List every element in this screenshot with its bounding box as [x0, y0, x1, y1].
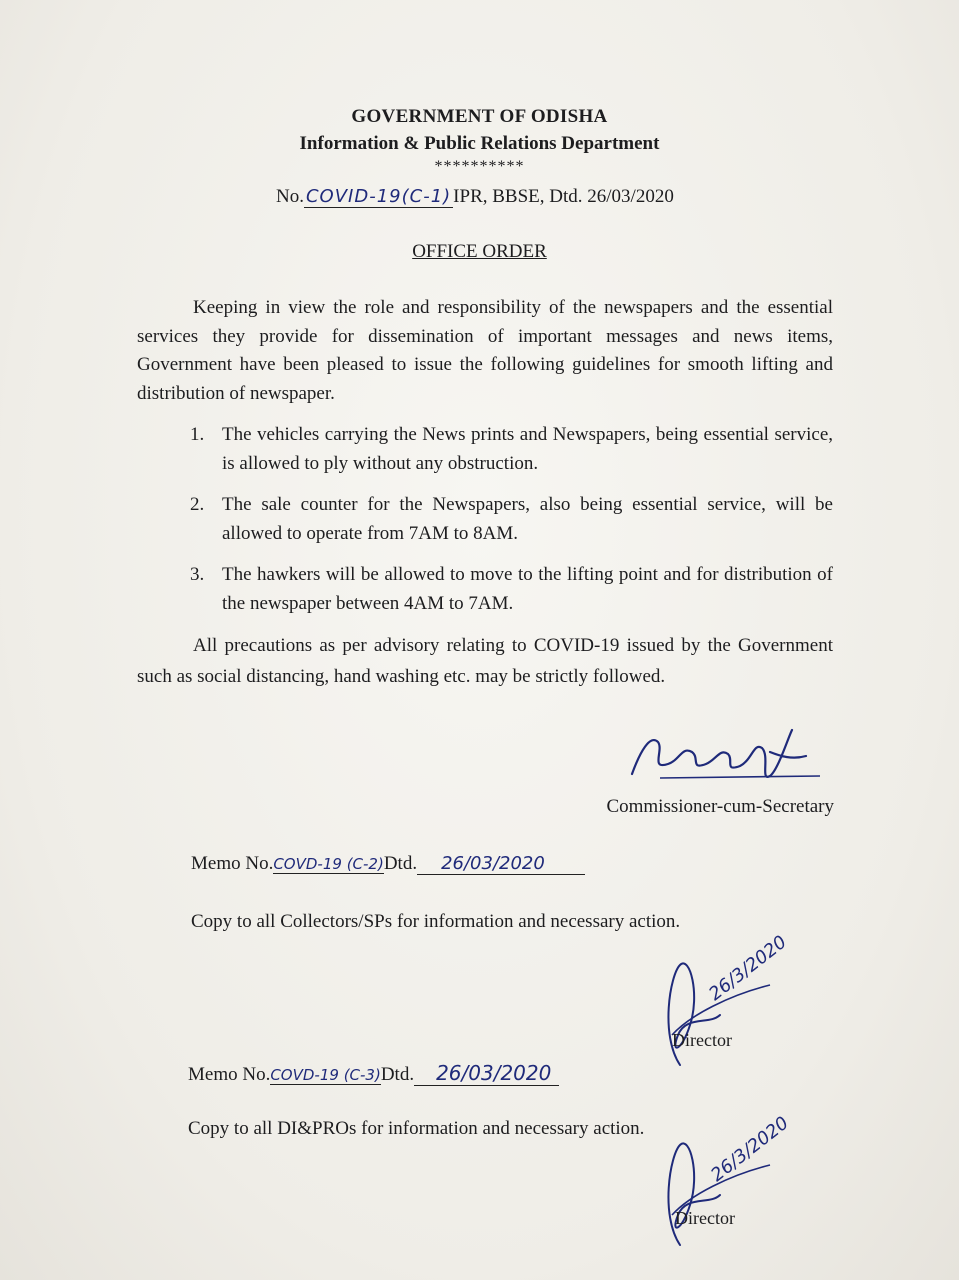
separator-stars: **********	[434, 158, 525, 175]
copy-line-collectors: Copy to all Collectors/SPs for information and necessary action.	[191, 911, 681, 932]
department-heading: Information & Public Relations Department	[299, 133, 660, 154]
guideline-number: 3.	[190, 564, 205, 585]
memo-prefix: Memo No.	[188, 1064, 271, 1085]
guideline-text: The vehicles carrying the News prints and Newspapers, being essential service, is allowed to ply without any obstruction.	[222, 424, 833, 474]
director-signature-date-1: 26/3/2020	[705, 931, 791, 1005]
office-order-title: OFFICE ORDER	[412, 241, 547, 262]
guideline-text: The sale counter for the Newspapers, also being essential service, will be allowed to operate from 7AM to 8AM.	[222, 494, 833, 544]
reference-line	[276, 186, 674, 208]
precautions-paragraph: All precautions as per advisory relating to COVID-19 issued by the Government such as social distancing, hand washing etc. may be strictly followed.	[137, 635, 833, 687]
guideline-1	[190, 421, 833, 478]
memo-number: COVD-19 (C-2)	[273, 855, 384, 873]
intro-paragraph: Keeping in view the role and responsibility of the newspapers and the essential services they provide for dissemination of important messages and news items, Government have been pleased to issue the following guidelines for smooth lifting and distribution of newspaper.	[137, 297, 833, 404]
memo-dtd: Dtd.	[383, 853, 418, 874]
memo-date: 26/03/2020	[417, 853, 585, 875]
copy-line-dipros: Copy to all DI&PROs for information and necessary action.	[188, 1118, 645, 1139]
director-signature-date-2: 26/3/2020	[707, 1112, 793, 1186]
commissioner-signature	[620, 712, 830, 792]
ref-suffix: IPR, BBSE, Dtd. 26/03/2020	[453, 186, 674, 207]
ref-prefix: No.	[276, 186, 304, 207]
memo-prefix: Memo No.	[191, 853, 274, 874]
guideline-number: 2.	[190, 494, 205, 515]
guideline-text: The hawkers will be allowed to move to the lifting point and for distribution of the newspaper between 4AM to 7AM.	[222, 564, 833, 614]
government-heading: GOVERNMENT OF ODISHA	[351, 106, 608, 127]
guideline-3	[190, 561, 833, 618]
memo-dtd: Dtd.	[380, 1064, 415, 1085]
ref-handwritten-number: COVID-19(C-1)	[305, 186, 452, 207]
guideline-2	[190, 491, 833, 548]
memo-line-1	[191, 853, 585, 875]
memo-line-2	[188, 1061, 559, 1086]
signatory-designation: Commissioner-cum-Secretary	[606, 796, 834, 817]
memo-date: 26/03/2020	[414, 1061, 559, 1086]
director-designation-1: Director	[672, 1030, 732, 1050]
memo-number: COVD-19 (C-3)	[270, 1066, 381, 1084]
guideline-number: 1.	[190, 424, 205, 445]
director-designation-2: Director	[675, 1208, 735, 1228]
